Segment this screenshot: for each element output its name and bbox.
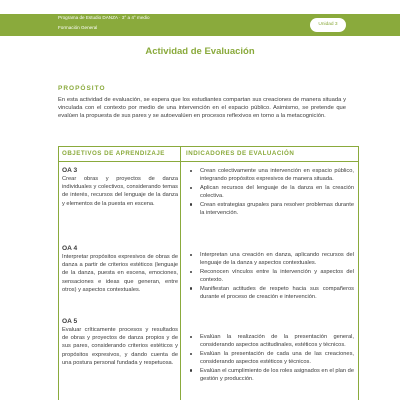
objective-code: OA 5 bbox=[62, 318, 78, 325]
program-subtitle: Formación General bbox=[58, 25, 98, 30]
indicator-item: Evalúan la presentación de cada una de las creaciones, considerando aspectos estéticos y técnicos. bbox=[188, 350, 354, 366]
objective-oa5 bbox=[62, 317, 178, 367]
indicator-item: Crean estrategias grupales para resolver problemas durante la intervención. bbox=[188, 201, 354, 217]
program-name: Programa de Estudio DANZA · 3° a 4° medio bbox=[58, 15, 150, 20]
objectives-header: OBJETIVOS DE APRENDIZAJE bbox=[62, 150, 165, 157]
indicator-item: Manifiestan actitudes de respeto hacia sus compañeros durante el proceso de creación e intervención. bbox=[188, 285, 354, 301]
objective-oa3 bbox=[62, 166, 178, 208]
indicator-list-oa3 bbox=[188, 167, 354, 217]
indicators-header: INDICADORES DE EVALUACIÓN bbox=[186, 150, 295, 157]
unit-badge: Unidad 3 bbox=[310, 18, 346, 32]
objective-text: Evaluar críticamente procesos y resultados de obras y proyectos de danza propios y de sus pares, considerando criterios estéticos y propósitos expresivos, y dando cuenta de una postura personal fundada y respetuosa. bbox=[62, 327, 178, 366]
objective-code: OA 4 bbox=[62, 245, 78, 252]
header-bar bbox=[0, 14, 400, 36]
indicator-item: Reconocen vínculos entre la intervención y aspectos del contexto. bbox=[188, 268, 354, 284]
evaluation-table bbox=[58, 146, 359, 400]
indicator-item: Evalúan el cumplimiento de los roles asignados en el plan de gestión y producción. bbox=[188, 367, 354, 383]
purpose-heading: PROPÓSITO bbox=[58, 85, 106, 92]
header-divider bbox=[59, 161, 358, 162]
indicator-list-oa5 bbox=[188, 333, 354, 383]
purpose-text: En esta actividad de evaluación, se espera que los estudiantes compartan sus creaciones de manera situada y vinculada con el contexto por medio de una intervención en el espacio público. Asimismo, se pretende que evalúen la propuesta de sus pares y se autoevalúen en procesos reflexivos en torno a la metacognición. bbox=[58, 97, 346, 120]
objective-text: Crear obras y proyectos de danza individuales y colectivos, considerando temas de interés, recursos del lenguaje de la danza y elementos de la puesta en escena. bbox=[62, 176, 178, 207]
objective-code: OA 3 bbox=[62, 167, 78, 174]
indicator-list-oa4 bbox=[188, 251, 354, 301]
indicator-item: Crean colectivamente una intervención en espacio público, integrando propósitos expresivos de manera situada. bbox=[188, 167, 354, 183]
objective-oa4 bbox=[62, 244, 178, 294]
objective-text: Interpretar propósitos expresivos de obras de danza a partir de criterios estéticos (lenguaje de la danza, puesta en escena, emociones, sensaciones e ideas que generan, entre otros) y aspectos contextuales. bbox=[62, 254, 178, 293]
indicator-item: Interpretan una creación en danza, aplicando recursos del lenguaje de la danza y aspectos contextuales. bbox=[188, 251, 354, 267]
indicator-item: Evalúan la realización de la presentación general, considerando aspectos actitudinales, estéticos y técnicos. bbox=[188, 333, 354, 349]
column-divider bbox=[180, 147, 181, 400]
indicator-item: Aplican recursos del lenguaje de la danza en la creación colectiva. bbox=[188, 184, 354, 200]
page-title: Actividad de Evaluación bbox=[145, 46, 255, 57]
